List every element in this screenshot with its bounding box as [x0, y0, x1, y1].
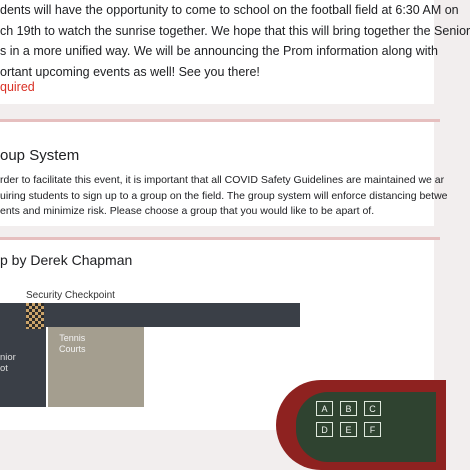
intro-line: ortant upcoming events as well! See you there! [0, 64, 260, 79]
intro-line: dents will have the opportunity to come to school on the football field at 6:30 AM on [0, 3, 459, 17]
road [0, 303, 300, 327]
section-title: oup System [0, 147, 80, 164]
map-title: p by Derek Chapman [0, 252, 133, 268]
group-system-card [0, 122, 448, 226]
group-cell-c: C [364, 401, 381, 416]
description-line: ents and minimize risk. Please choose a group that you would like to be apart of. [0, 205, 375, 217]
intro-card [0, 0, 470, 104]
group-cell-a: A [316, 401, 333, 416]
section-divider [0, 119, 440, 122]
map-card [0, 240, 434, 435]
group-cell-e: E [340, 422, 357, 437]
checkpoint-marker [26, 303, 44, 329]
parking-lot-label: nior ot [0, 352, 16, 374]
group-cell-d: D [316, 422, 333, 437]
parking-lot [0, 327, 46, 407]
intro-line: s in a more unified way. We will be announcing the Prom information along with [0, 44, 438, 58]
group-grid [316, 401, 426, 441]
intro-description [0, 0, 470, 82]
required-indicator: quired [0, 80, 35, 94]
security-checkpoint-label: Security Checkpoint [26, 290, 115, 301]
group-cell-f: F [364, 422, 381, 437]
section-description [0, 173, 448, 220]
intro-line: ch 19th to watch the sunrise together. We hope that this will bring together the Senior [0, 23, 470, 38]
campus-map-image [0, 290, 420, 435]
description-line: rder to facilitate this event, it is important that all COVID Safety Guidelines are maintained we ar [0, 174, 445, 186]
group-cell-b: B [340, 401, 357, 416]
description-line: uiring students to sign up to a group on the field. The group system will enforce distancing betwe [0, 189, 448, 202]
tennis-courts [48, 327, 144, 407]
tennis-courts-label: Tennis Courts [59, 333, 86, 354]
